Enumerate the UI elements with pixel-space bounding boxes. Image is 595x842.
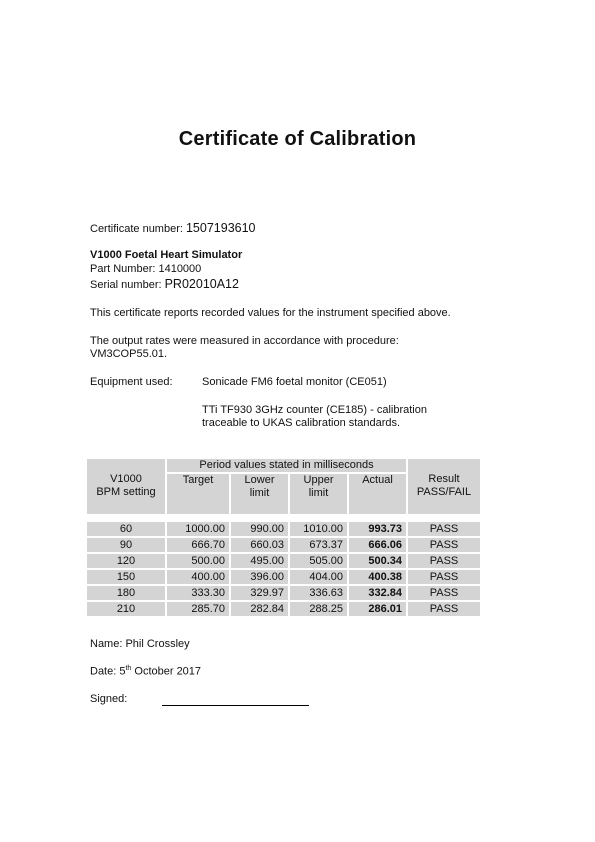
cell-result: PASS: [408, 602, 480, 616]
cell-setting: 150: [87, 570, 165, 584]
cell-lower: 495.00: [231, 554, 288, 568]
date-day-suffix: th: [125, 665, 132, 672]
cell-upper: 336.63: [290, 586, 347, 600]
cell-actual: 332.84: [349, 586, 406, 600]
header-result: [408, 459, 480, 514]
cell-actual: 993.73: [349, 522, 406, 536]
cell-setting: 90: [87, 538, 165, 552]
header-bpm-line2: BPM setting: [96, 486, 156, 498]
cell-upper: 505.00: [290, 554, 347, 568]
cell-upper: 673.37: [290, 538, 347, 552]
date-label: Date:: [90, 665, 120, 678]
cell-target: 666.70: [167, 538, 229, 552]
instrument-name: V1000 Foetal Heart Simulator: [90, 249, 243, 261]
table-row: [87, 570, 480, 584]
cell-lower: 282.84: [231, 602, 288, 616]
statement-procedure-line2: VM3COP55.01.: [90, 348, 168, 360]
part-number: Part Number: 1410000: [90, 263, 202, 275]
header-upper-limit: [290, 474, 347, 514]
cell-target: 333.30: [167, 586, 229, 600]
table-header-row-1: [87, 459, 480, 472]
header-bpm-line1: V1000: [110, 473, 142, 485]
statement-reported-values: This certificate reports recorded values for the instrument specified above.: [90, 307, 451, 319]
name-line: Name: Phil Crossley: [90, 638, 190, 650]
cell-result: PASS: [408, 586, 480, 600]
cell-setting: 60: [87, 522, 165, 536]
cell-actual: 500.34: [349, 554, 406, 568]
cell-lower: 396.00: [231, 570, 288, 584]
header-period: Period values stated in milliseconds: [167, 459, 406, 472]
header-actual: Actual: [349, 474, 406, 514]
cell-target: 400.00: [167, 570, 229, 584]
header-upper-line1: Upper: [303, 474, 334, 486]
table-row: [87, 538, 480, 552]
signature-line: [162, 705, 309, 706]
table-row: [87, 602, 480, 616]
header-result-line1: Result: [428, 473, 460, 485]
date-line: [90, 665, 201, 678]
date-day: 5: [119, 665, 126, 678]
date-rest: October 2017: [131, 665, 202, 678]
cell-result: PASS: [408, 538, 480, 552]
calibration-table: [85, 457, 482, 618]
header-target: Target: [167, 474, 229, 514]
table-row: [87, 554, 480, 568]
certificate-number-label: Certificate number:: [90, 223, 186, 235]
equipment-label: Equipment used:: [90, 376, 173, 388]
certificate-number-value: 1507193610: [185, 221, 256, 235]
cell-lower: 329.97: [231, 586, 288, 600]
header-upper-line2: limit: [308, 487, 329, 499]
table-row: [87, 586, 480, 600]
serial-number-value: PR02010A12: [164, 277, 239, 291]
cell-target: 1000.00: [167, 522, 229, 536]
header-lower-limit: [231, 474, 288, 514]
cell-upper: 1010.00: [290, 522, 347, 536]
statement-procedure-line1: The output rates were measured in accordance with procedure:: [90, 335, 399, 347]
cell-upper: 404.00: [290, 570, 347, 584]
serial-number-line: [90, 277, 239, 291]
cell-setting: 180: [87, 586, 165, 600]
cell-result: PASS: [408, 522, 480, 536]
cell-setting: 120: [87, 554, 165, 568]
cell-target: 285.70: [167, 602, 229, 616]
certificate-title: Certificate of Calibration: [178, 128, 417, 150]
cell-actual: 286.01: [349, 602, 406, 616]
header-lower-line1: Lower: [244, 474, 275, 486]
cell-lower: 990.00: [231, 522, 288, 536]
cell-result: PASS: [408, 570, 480, 584]
equipment-item-counter-line1: TTi TF930 3GHz counter (CE185) - calibration: [202, 404, 427, 416]
cell-result: PASS: [408, 554, 480, 568]
certificate-number-line: [90, 221, 256, 235]
equipment-item-monitor: Sonicade FM6 foetal monitor (CE051): [202, 376, 387, 388]
cell-upper: 288.25: [290, 602, 347, 616]
cell-target: 500.00: [167, 554, 229, 568]
header-lower-line2: limit: [249, 487, 270, 499]
equipment-item-counter-line2: traceable to UKAS calibration standards.: [202, 417, 401, 429]
header-bpm-setting: [87, 459, 165, 514]
cell-actual: 400.38: [349, 570, 406, 584]
signed-label: Signed:: [90, 693, 128, 705]
cell-setting: 210: [87, 602, 165, 616]
serial-number-label: Serial number:: [90, 279, 165, 291]
header-result-line2: PASS/FAIL: [416, 486, 472, 498]
cell-lower: 660.03: [231, 538, 288, 552]
cell-actual: 666.06: [349, 538, 406, 552]
table-row: [87, 522, 480, 536]
